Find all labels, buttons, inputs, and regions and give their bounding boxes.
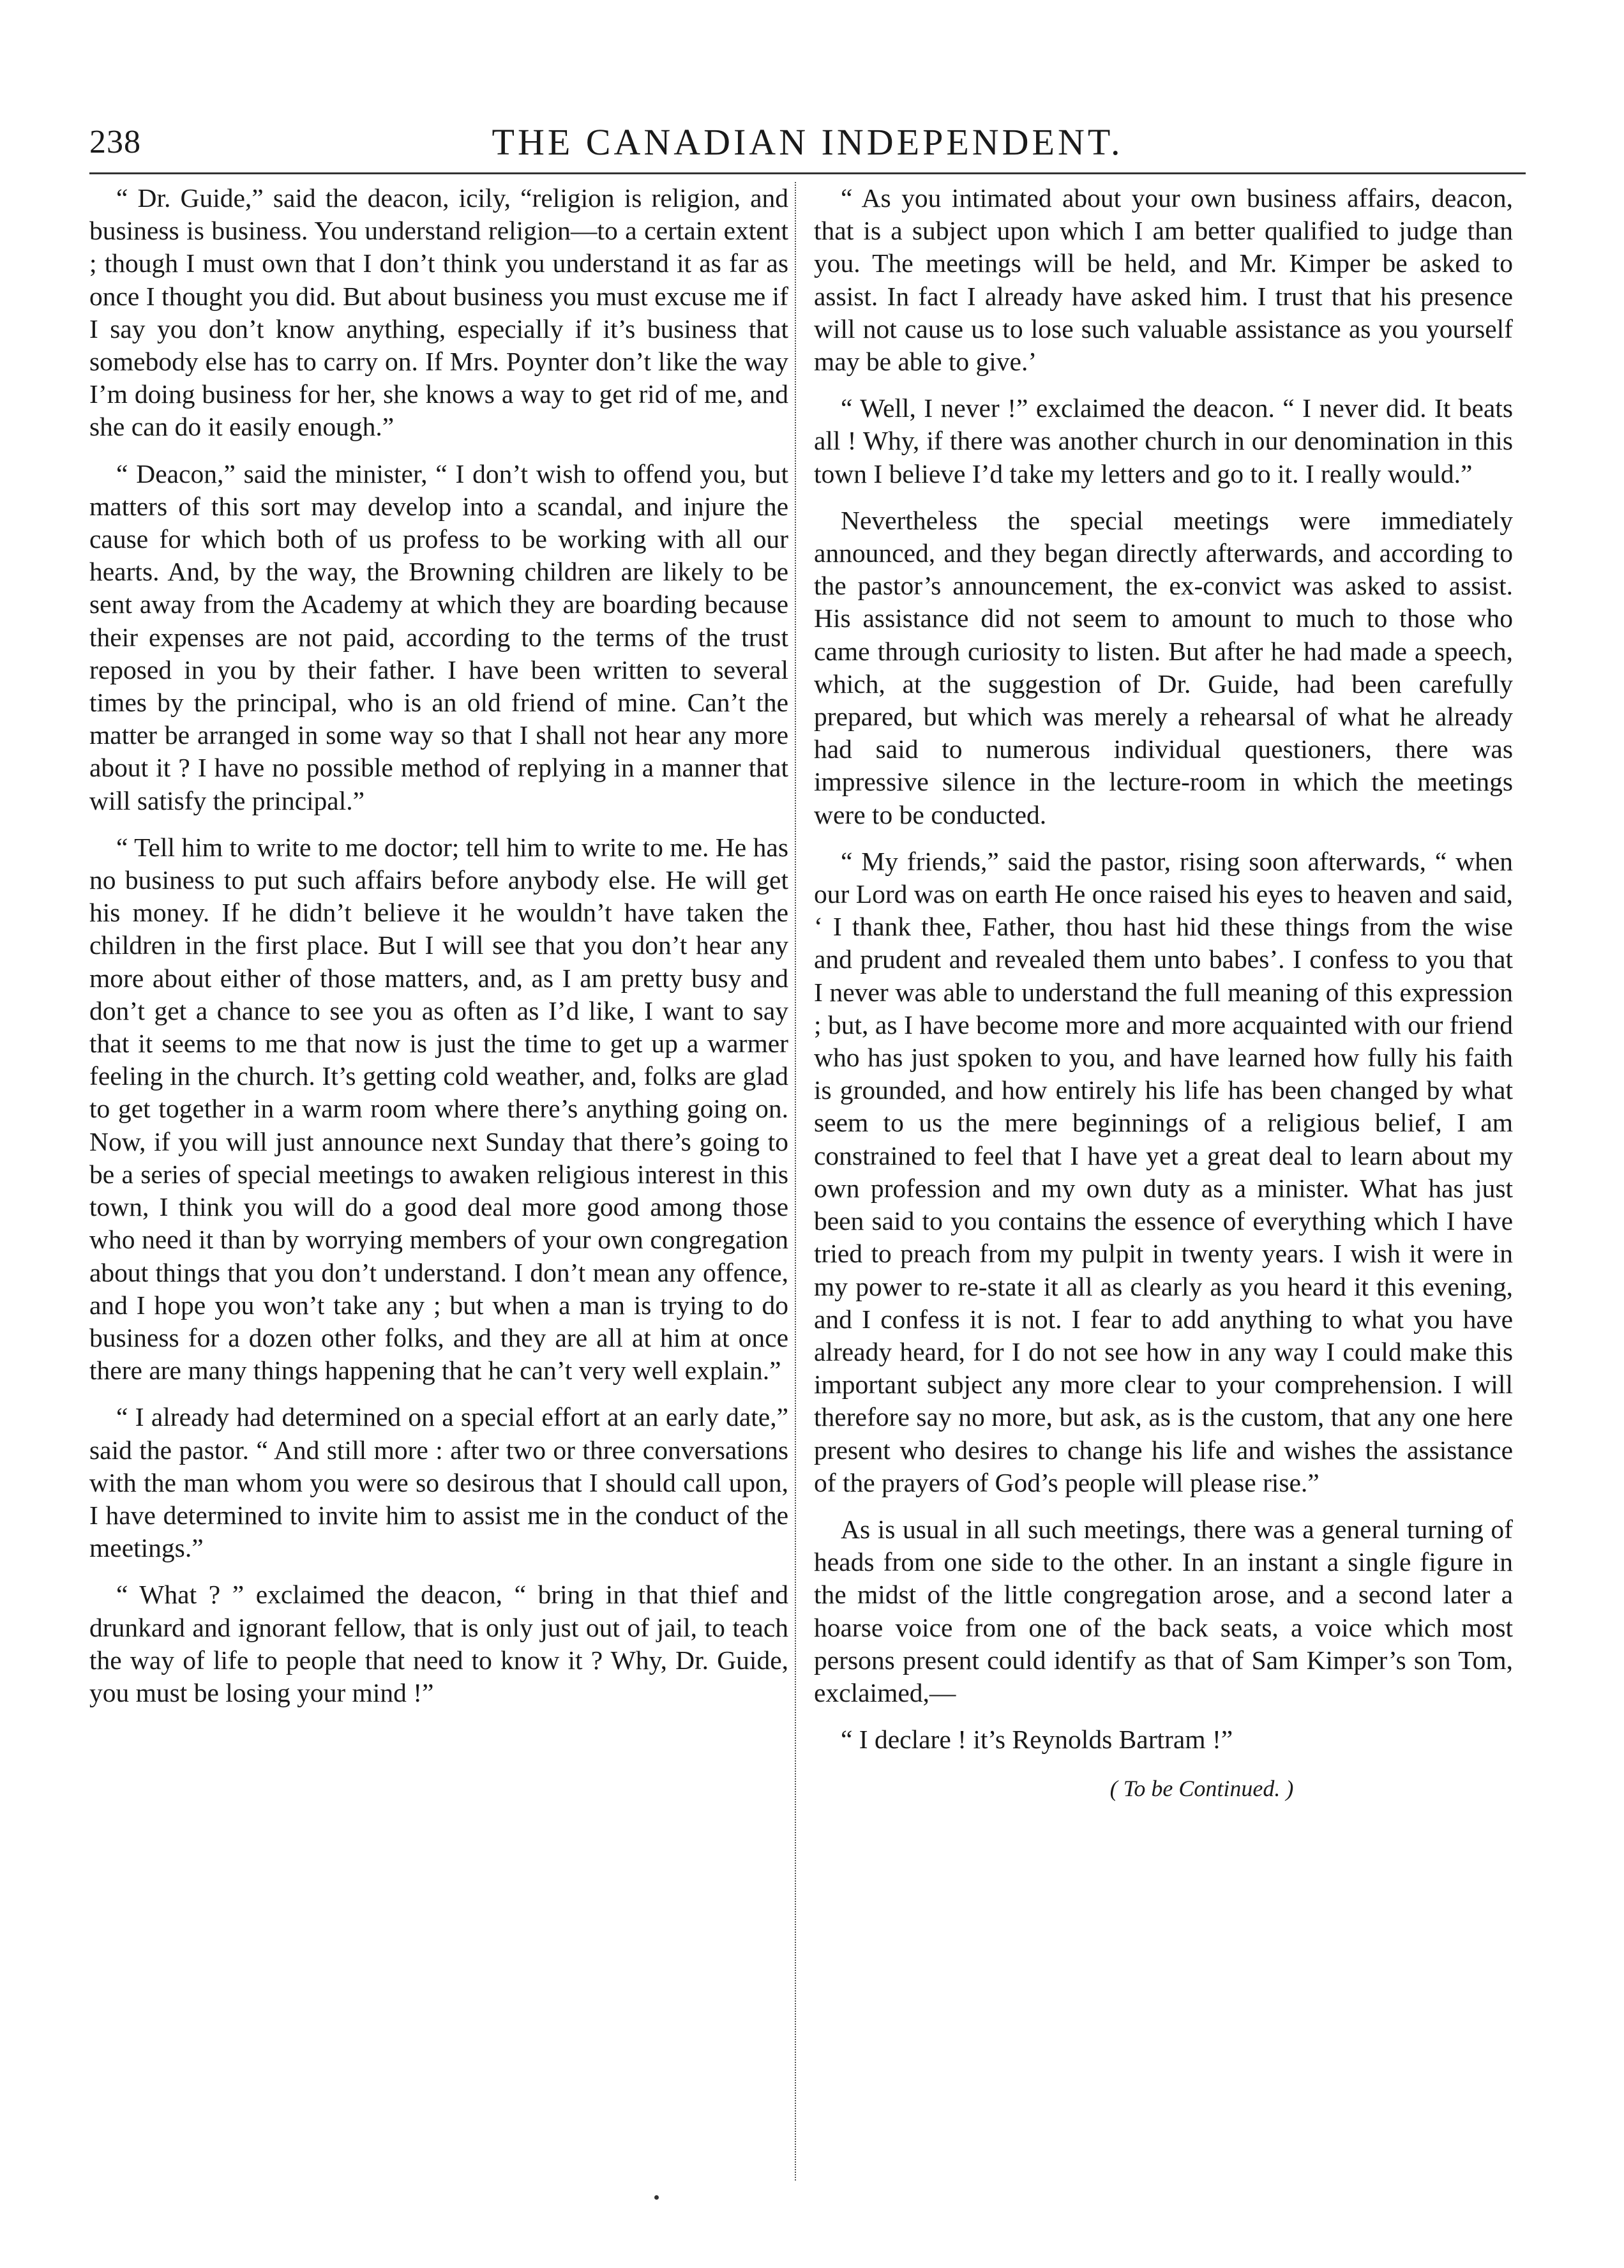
- continued-note: ( To be Continued. ): [1109, 1776, 1294, 1802]
- paragraph: “ Well, I never !” exclaimed the deacon. “ I never did. It beats all ! Why, if there was another church in our denomination in this town I believe I’d take my letters and go to it. I really would.”: [814, 393, 1513, 488]
- page-header: [89, 120, 1526, 171]
- publication-title: THE CANADIAN INDEPENDENT.: [492, 121, 1124, 163]
- column-divider: [795, 182, 796, 2181]
- left-column: [89, 182, 788, 1723]
- printer-dot: [654, 2195, 659, 2200]
- paragraph: “ What ? ” exclaimed the deacon, “ bring in that thief and drunkard and ignorant fellow, that is only just out of jail, to teach the way of life to people that need to know it ? Why, Dr. Guide, you must be losing your mind !”: [89, 1580, 788, 1707]
- paragraph: “ Deacon,” said the minister, “ I don’t wish to offend you, but matters of this sort may develop into a scandal, and injure the cause for which both of us profess to be working with all our hearts. And, by the way, the Browning children are likely to be sent away from the Academy at which they are boarding because their expenses are not paid, according to the terms of the trust reposed in you by their father. I have been written to several times by the principal, who is an old friend of mine. Can’t the matter be arranged in some way so that I shall not hear any more about it ? I have no possible method of replying in a manner that will satisfy the principal.”: [89, 458, 788, 815]
- paragraph: “ Tell him to write to me doctor; tell him to write to me. He has no business to put such affairs before anybody else. He will get his money. If he didn’t believe it he wouldn’t have taken the children in the first place. But I will see that you don’t hear any more about either of those matters, and, as I am pretty busy and don’t get a chance to see you as often as I’d like, I want to say that it seems to me that now is just the time to get up a warmer feeling in the church. It’s getting cold weather, and, folks are glad to get together in a warm room where there’s anything going on. Now, if you will just announce next Sunday that there’s going to be a series of special meetings to awaken religious interest in this town, I think you will do a good deal more good among those who need it than by worrying members of your own congregation about things that you don’t understand. I don’t mean any offence, and I hope you won’t take any ; but when a man is trying to do business for a dozen other folks, and they are all at him at once there are many things happening that he can’t very well explain.”: [89, 832, 788, 1386]
- paragraph: “ My friends,” said the pastor, rising soon afterwards, “ when our Lord was on earth He once raised his eyes to heaven and said, ‘ I thank thee, Father, thou hast hid these things from the wise and prudent and revealed them unto babes’. I confess to you that I never was able to understand the full meaning of this expression ; but, as I have become more and more acquainted with our friend who has just spoken to you, and have learned how fully his faith is grounded, and how entirely his life has been changed by what seem to us the mere beginnings of a religious belief, I am constrained to feel that I have yet a great deal to learn about my own profession and my own duty as a minister. What has just been said to you contains the essence of everything which I have tried to preach from my pulpit in twenty years. I wish it were in my power to re-state it all as clearly as you heard it this evening, and I confess it is not. I fear to add anything to what you have already heard, for I do not see how in any way I could make this important subject any more clear to your comprehension. I will therefore say no more, but ask, as is the custom, that any one here present who desires to change his life and wishes the assistance of the prayers of God’s people will please rise.”: [814, 846, 1513, 1497]
- header-rule: [89, 172, 1526, 174]
- paragraph: “ As you intimated about your own business affairs, deacon, that is a subject upon which I am better qualified to judge than you. The meetings will be held, and Mr. Kimper be asked to assist. In fact I already have asked him. I trust that his presence will not cause us to lose such valuable assistance as you yourself may be able to give.’: [814, 183, 1513, 377]
- paragraph: As is usual in all such meetings, there was a general turning of heads from one side to the other. In an instant a single figure in the midst of the little congregation arose, and a second later a hoarse voice from one of the back seats, a voice which most persons present could identify as that of Sam Kimper’s son Tom, exclaimed,—: [814, 1514, 1513, 1707]
- right-column: [814, 182, 1513, 1820]
- paragraph: “ I already had determined on a special effort at an early date,” said the pastor. “ And still more : after two or three conversations with the man whom you were so desirous that I should call upon, I have determined to invite him to assist me in the conduct of the meetings.”: [89, 1402, 788, 1563]
- paragraph: Nevertheless the special meetings were immediately announced, and they began directly afterwards, and according to the pastor’s announcement, the ex-convict was asked to assist. His assistance did not seem to amount to much to those who came through curiosity to listen. But after he had made a speech, which, at the suggestion of Dr. Guide, had been carefully prepared, but which was merely a rehearsal of what he already had said to numerous individual questioners, there was impressive silence in the lecture-room in which the meetings were to be conducted.: [814, 505, 1513, 829]
- paragraph: “ I declare ! it’s Reynolds Bartram !”: [841, 1725, 1233, 1755]
- page-number: 238: [89, 124, 141, 160]
- paragraph: “ Dr. Guide,” said the deacon, icily, “religion is religion, and business is business. You understand religion—to a certain extent ; though I must own that I don’t think you understand it as far as once I thought you did. But about business you must excuse me if I say you don’t know anything, especially if it’s business that somebody else has to carry on. If Mrs. Poynter don’t like the way I’m doing business for her, she knows a way to get rid of me, and she can do it easily enough.”: [89, 183, 788, 442]
